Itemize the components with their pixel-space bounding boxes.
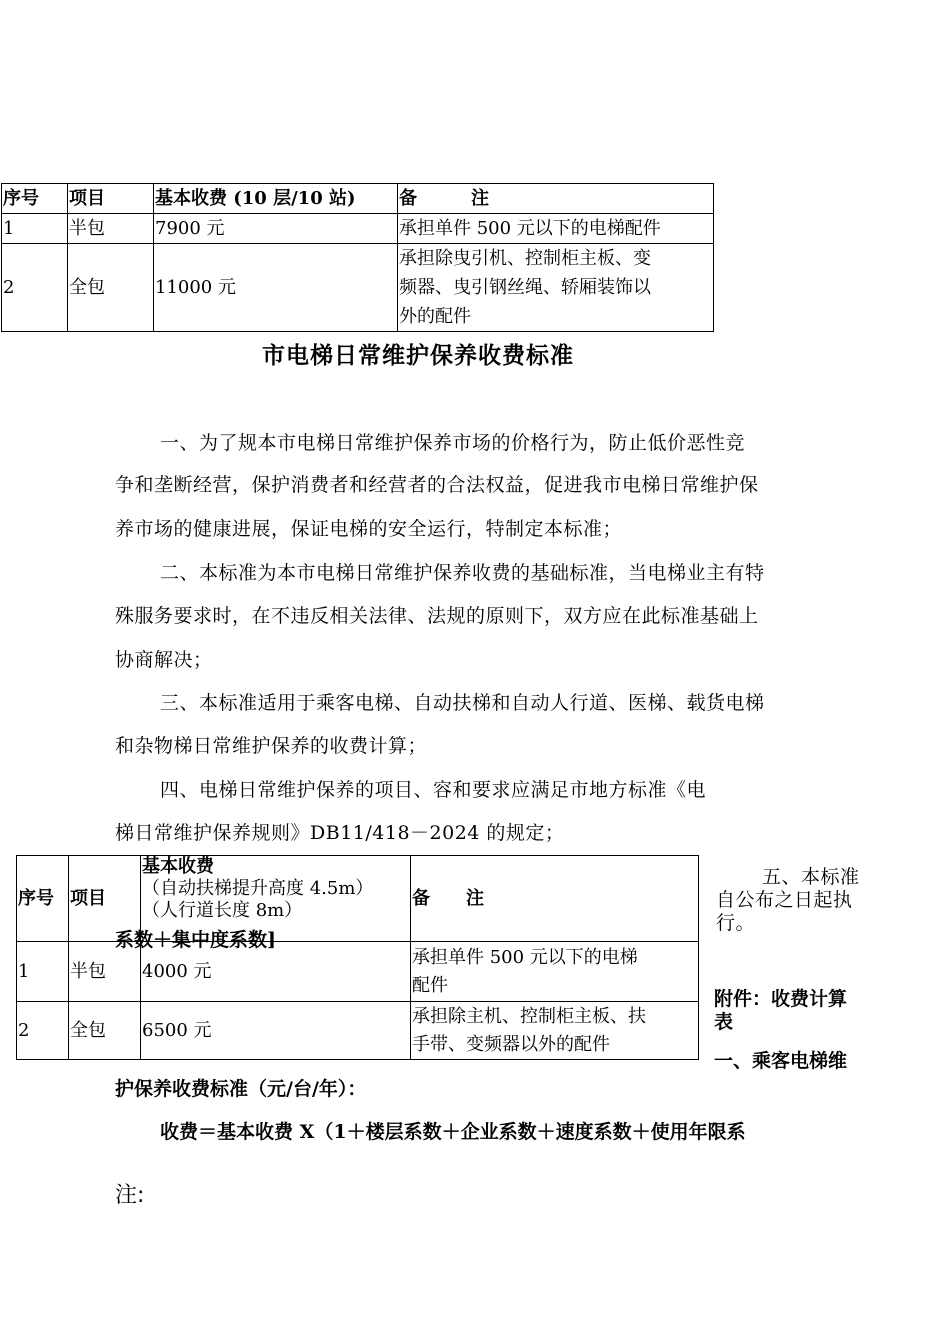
header-note: 备 注 (398, 184, 714, 214)
header-fee-sub: （自动扶梯提升高度 4.5m） (142, 878, 374, 899)
cell-note (411, 1002, 699, 1060)
cell-fee: 6500 元 (141, 1002, 411, 1060)
note-line: 承担单件 500 元以下的电梯配件 (399, 217, 661, 239)
cell-note (411, 942, 699, 1002)
paragraph-4-line-1: 四、电梯日常维护保养的项目、容和要求应满足市地方标准《电 (160, 779, 707, 801)
header-fee: 基本收费 (10 层/10 站) (154, 184, 398, 214)
note-line: 承担单件 500 元以下的电梯 (412, 946, 638, 968)
header-item: 项目 (68, 184, 154, 214)
fee-table-escalator (16, 855, 699, 1060)
header-no: 序号 (17, 856, 69, 942)
note-line: 配件 (412, 974, 448, 996)
paragraph-4-line-2: 梯日常维护保养规则》DB11/418－2024 的规定； (115, 822, 565, 844)
table-row (17, 1002, 699, 1060)
cell-fee: 4000 元 (141, 942, 411, 1002)
paragraph-5-line-2: 自公布之日起执 (716, 889, 853, 911)
cell-no: 1 (2, 214, 68, 244)
paragraph-3-line-2: 和杂物梯日常维护保养的收费计算； (115, 735, 428, 757)
note-line: 频器、曳引钢丝绳、轿厢装饰以 (399, 277, 651, 298)
note-line: 手带、变频器以外的配件 (412, 1033, 610, 1055)
table-header-row (2, 184, 714, 214)
cell-fee: 7900 元 (154, 214, 398, 244)
section-heading-continuation: 护保养收费标准（元/台/年）： (115, 1078, 367, 1100)
attachment-line-1: 附件：收费计算 (714, 988, 848, 1010)
note-line: 承担除主机、控制柜主板、扶 (412, 1005, 646, 1027)
cell-no: 2 (2, 244, 68, 332)
header-fee-sub: （人行道长度 8m） (142, 900, 303, 921)
paragraph-2-line-3: 协商解决； (115, 649, 213, 671)
paragraph-5-line-3: 行。 (716, 912, 756, 934)
paragraph-2-line-1: 二、本标准为本市电梯日常维护保养收费的基础标准，当电梯业主有特 (160, 562, 765, 584)
cell-fee: 11000 元 (154, 244, 398, 332)
section-heading: 一、乘客电梯维 (714, 1050, 848, 1072)
cell-note (398, 244, 714, 332)
paragraph-1-line-2: 争和垄断经营，保护消费者和经营者的合法权益，促进我市电梯日常维护保 (115, 474, 759, 496)
formula-continuation: 系数＋集中度系数] (115, 929, 276, 951)
cell-no: 1 (17, 942, 69, 1002)
header-note: 备 注 (411, 856, 699, 942)
paragraph-1-line-3: 养市场的健康进展，保证电梯的安全运行，特制定本标准； (115, 518, 623, 540)
table-row (2, 244, 714, 332)
cell-item: 半包 (69, 942, 141, 1002)
cell-item: 全包 (68, 244, 154, 332)
paragraph-3-line-1: 三、本标准适用于乘客电梯、自动扶梯和自动人行道、医梯、载货电梯 (160, 692, 765, 714)
paragraph-5-line-1: 五、本标准 (762, 866, 860, 888)
cell-note (398, 214, 714, 244)
cell-item: 全包 (69, 1002, 141, 1060)
header-no: 序号 (2, 184, 68, 214)
fee-formula: 收费＝基本收费 X（1＋楼层系数＋企业系数＋速度系数＋使用年限系 (160, 1121, 746, 1143)
paragraph-2-line-2: 殊服务要求时，在不违反相关法律、法规的原则下，双方应在此标准基础上 (115, 605, 759, 627)
cell-no: 2 (17, 1002, 69, 1060)
fee-table-passenger (1, 183, 714, 332)
table-row (2, 214, 714, 244)
header-item: 项目 (69, 856, 141, 942)
note-line: 外的配件 (399, 306, 471, 327)
paragraph-1-line-1: 一、为了规本市电梯日常维护保养市场的价格行为，防止低价恶性竞 (160, 432, 746, 454)
note-line: 承担除曳引机、控制柜主板、变 (399, 248, 651, 269)
header-fee-label: 基本收费 (142, 856, 214, 877)
note-label: 注: (115, 1183, 145, 1208)
page-title: 市电梯日常维护保养收费标准 (262, 342, 574, 369)
cell-item: 半包 (68, 214, 154, 244)
attachment-line-2: 表 (714, 1011, 734, 1033)
